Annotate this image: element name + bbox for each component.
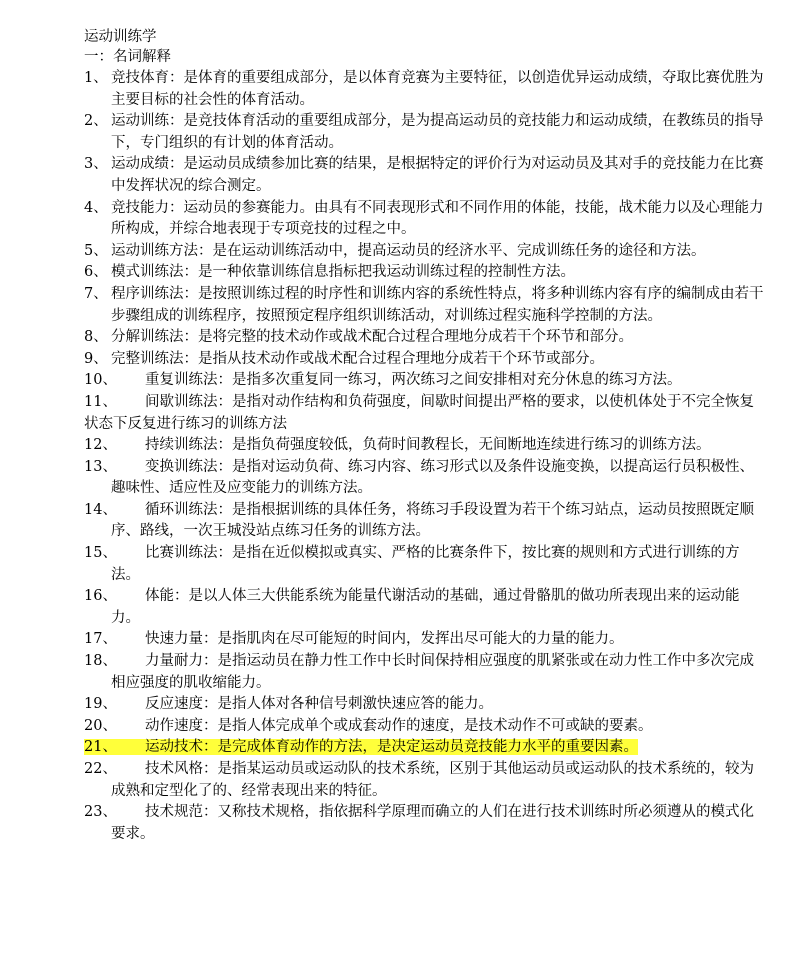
list-item [84, 802, 764, 845]
doc-title: 运动训练学 [84, 29, 157, 45]
list-item [84, 435, 764, 457]
item-number: 7、 [84, 285, 108, 302]
item-text: 快速力量：是指肌肉在尽可能短的时间内，发挥出尽可能大的力量的能力。 [145, 631, 624, 648]
item-number: 20、 [84, 717, 117, 734]
item-text: 循环训练法：是指根据训练的具体任务，将练习手段设置为若干个练习站点，运动员按照既定顺序、路线，一次王城没站点练习任务的训练方法。 [111, 501, 754, 540]
list-item [84, 651, 764, 694]
item-text: 反应速度：是指人体对各种信号刺激快速应答的能力。 [145, 696, 493, 713]
list-item [84, 370, 764, 392]
definition-list [84, 68, 764, 845]
item-number: 5、 [84, 242, 108, 259]
list-item [84, 68, 764, 111]
list-item [84, 629, 764, 651]
item-number: 15、 [84, 545, 117, 562]
item-text: 竞技能力：运动员的参赛能力。由具有不同表现形式和不同作用的体能，技能，战术能力以及心理能力所构成，并综合地表现于专项竞技的过程之中。 [111, 199, 764, 238]
item-text: 完整训练法：是指从技术动作或战术配合过程合理地分成若干个环节或部分。 [111, 350, 604, 367]
item-number: 4、 [84, 199, 108, 216]
item-number: 22、 [84, 761, 117, 777]
item-number: 3、 [84, 156, 108, 173]
item-number: 2、 [84, 113, 108, 130]
section-heading: 一：名词解释 [84, 49, 171, 65]
item-number: 12、 [84, 437, 117, 454]
list-item [84, 392, 764, 435]
item-text: 技术风格：是指某运动员或运动队的技术系统，区别于其他运动员或运动队的技术系统的，较为成熟和定型化了的、经常表现出来的特征。 [111, 761, 754, 799]
item-text: 重复训练法：是指多次重复同一练习，两次练习之间安排相对充分休息的练习方法。 [145, 372, 682, 389]
item-text: 间歇训练法：是指对动作结构和负荷强度，间歇时间提出严格的要求，以使机体处于不完全恢复状态下反复进行练习的训练方法 [84, 393, 754, 432]
list-item [84, 111, 764, 154]
list-item [84, 241, 764, 263]
item-number: 11、 [84, 393, 117, 410]
item-text: 程序训练法：是按照训练过程的时序性和训练内容的系统性特点，将多种训练内容有序的编制成由若干步骤组成的训练程序，按照预定程序组织训练活动，对训练过程实施科学控制的方法。 [111, 285, 764, 324]
item-text: 力量耐力：是指运动员在静力性工作中长时间保持相应强度的肌紧张或在动力性工作中多次完成相应强度的肌收缩能力。 [111, 653, 754, 691]
item-number: 1、 [84, 70, 108, 86]
highlight [84, 739, 638, 755]
highlighted-list-item [84, 737, 764, 759]
list-item [84, 327, 764, 349]
list-item [84, 500, 764, 543]
item-number: 18、 [84, 653, 117, 670]
list-item [84, 694, 764, 716]
item-number: 19、 [84, 696, 117, 713]
list-item [84, 759, 764, 802]
item-text: 分解训练法：是将完整的技术动作或战术配合过程合理地分成若干个环节和部分。 [111, 329, 633, 346]
list-item [84, 543, 764, 586]
item-number: 9、 [84, 350, 108, 367]
item-text: 运动训练方法：是在运动训练活动中，提高运动员的经济水平、完成训练任务的途径和方法。 [111, 242, 706, 259]
list-item [84, 262, 764, 284]
list-item [84, 154, 764, 197]
item-text: 技术规范：又称技术规格，指依据科学原理而确立的人们在进行技术训练时所必须遵从的模式化要求。 [111, 804, 754, 842]
item-text: 体能：是以人体三大供能系统为能量代谢活动的基础，通过骨骼肌的做功所表现出来的运动能力。 [111, 588, 740, 626]
item-number: 10、 [84, 372, 117, 389]
item-text: 运动成绩：是运动员成绩参加比赛的结果，是根据特定的评价行为对运动员及其对手的竞技能力在比赛中发挥状况的综合测定。 [111, 156, 764, 194]
item-text: 动作速度：是指人体完成单个或成套动作的速度，是技术动作不可或缺的要素。 [145, 717, 653, 734]
item-number: 6、 [84, 264, 108, 281]
item-text: 持续训练法：是指负荷强度较低，负荷时间教程长，无间断地连续进行练习的训练方法。 [145, 437, 711, 454]
item-text: 模式训练法：是一种依靠训练信息指标把我运动训练过程的控制性方法。 [111, 264, 575, 281]
list-item [84, 198, 764, 241]
item-text: 运动技术：是完成体育动作的方法，是决定运动员竞技能力水平的重要因素。 [145, 739, 638, 756]
list-item [84, 716, 764, 738]
item-number: 16、 [84, 588, 117, 605]
item-number: 14、 [84, 501, 117, 518]
item-number: 21、 [84, 739, 117, 756]
list-item [84, 349, 764, 371]
item-text: 运动训练：是竞技体育活动的重要组成部分，是为提高运动员的竞技能力和运动成绩，在教练员的指导下，专门组织的有计划的体育活动。 [111, 113, 764, 151]
list-item [84, 457, 764, 500]
item-text: 比赛训练法：是指在近似模拟或真实、严格的比赛条件下，按比赛的规则和方式进行训练的方法。 [111, 545, 740, 583]
item-text: 竞技体育：是体育的重要组成部分，是以体育竞赛为主要特征，以创造优异运动成绩，夺取比赛优胜为主要目标的社会性的体育活动。 [111, 70, 764, 108]
list-item [84, 586, 764, 629]
item-number: 17、 [84, 631, 117, 648]
item-number: 23、 [84, 804, 117, 821]
list-item [84, 284, 764, 327]
item-text: 变换训练法：是指对运动负荷、练习内容、练习形式以及条件设施变换，以提高运行员积极性、趣味性、适应性及应变能力的训练方法。 [111, 458, 754, 497]
item-number: 13、 [84, 458, 117, 475]
item-number: 8、 [84, 329, 108, 346]
